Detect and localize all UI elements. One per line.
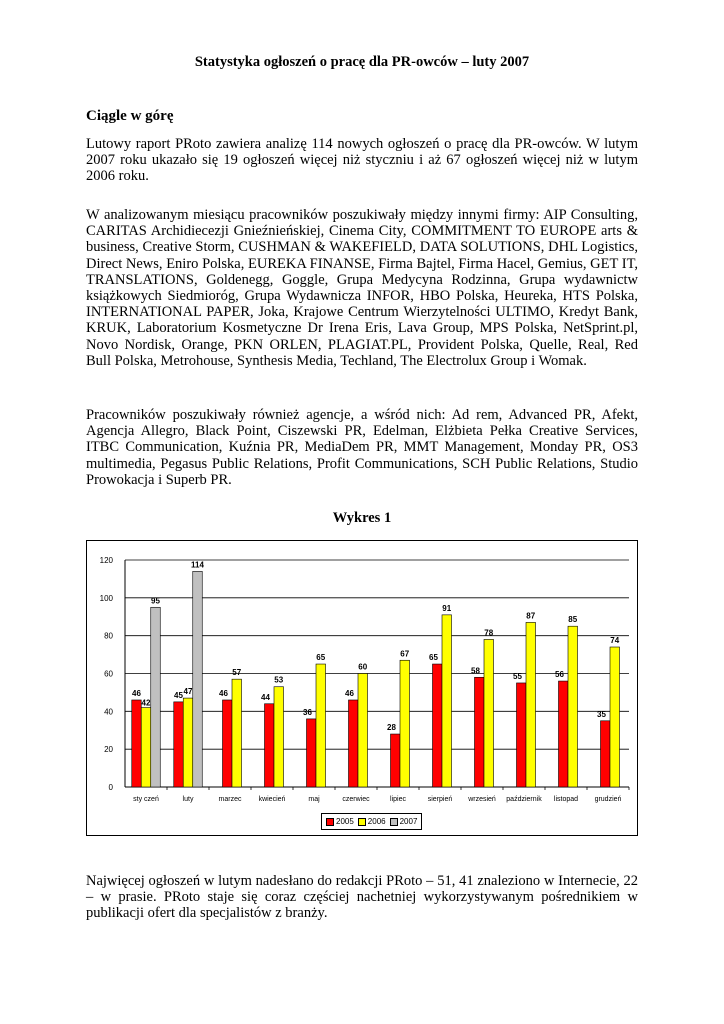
data-label-2005: 58 [471, 666, 480, 676]
data-label-2007: 114 [191, 560, 204, 570]
chart-heading: Wykres 1 [332, 510, 392, 526]
bar-chart-plot [87, 541, 637, 811]
data-label-2006: 65 [316, 653, 326, 663]
bar-2006 [568, 626, 578, 787]
legend-label: 2005 [336, 817, 354, 826]
bar-2005 [559, 681, 569, 787]
summary-paragraph: Najwięcej ogłoszeń w lutym nadesłano do redakcji PRoto – 51, 41 znaleziono w Internecie, 22 – w prasie. PRoto staje się coraz częściej nachetniej wykorzystywanym pośrednikiem w publikacji ofert dla specjalistów z branży. [86, 873, 638, 922]
legend-swatch [390, 818, 398, 826]
y-tick-label: 20 [104, 745, 113, 755]
x-tick-label: grudzień [594, 796, 622, 803]
bar-2006 [141, 708, 151, 787]
y-tick-label: 100 [99, 593, 113, 603]
bar-2006 [610, 647, 620, 787]
bar-2005 [265, 704, 275, 787]
x-tick-label: październik [506, 796, 542, 803]
bar-2006 [484, 639, 494, 787]
data-label-2005: 44 [261, 692, 270, 702]
bar-2006 [400, 660, 410, 787]
y-tick-label: 60 [104, 669, 113, 679]
bar-2005 [601, 721, 611, 787]
x-tick-label: sierpień [427, 796, 453, 803]
x-tick-label: kwiecień [258, 796, 286, 803]
bar-2005 [307, 719, 317, 787]
data-label-2005: 55 [513, 671, 522, 681]
bar-2006 [316, 664, 326, 787]
data-label-2005: 36 [303, 707, 312, 717]
data-label-2006: 57 [232, 668, 242, 678]
data-label-2005: 46 [132, 688, 141, 698]
data-label-2005: 35 [597, 709, 606, 719]
bar-2005 [391, 734, 401, 787]
bar-2006 [274, 687, 284, 787]
document-title: Statystyka ogłoszeń o pracę dla PR-owców – luty 2007 [194, 54, 530, 70]
data-label-2005: 45 [174, 690, 183, 700]
bar-2005 [433, 664, 443, 787]
bar-2006 [358, 674, 368, 788]
companies-paragraph: W analizowanym miesiącu pracowników poszukiwały między innymi firmy: AIP Consulting, CARITAS Archidiecezji Gnieźnieńskiej, Cinema City, COMMITMENT TO EUROPE arts & business, Creative Storm, CUSHMAN & WAKEFIELD, DATA SOLUTIONS, DHL Logistics, Direct News, Eniro Polska, EUREKA FINANSE, Firma Bajtel, Firma Hacel, Gemius, GET IT, TRANSLATIONS, Goldenegg, Goggle, Grupa Medycyna Rodzinna, Grupa wydawnictw książkowych Siedmioróg, Grupa Wydawnicza INFOR, HBO Polska, Heureka, HTS Polska, INTERNATIONAL PAPER, Joka, Krajowe Centrum Wierzytelności ULTIMO, Kredyt Bank, KRUK, Laboratorium Kosmetyczne Dr Irena Eris, Lava Group, MPS Polska, NetSprint.pl, Novo Nordisk, Orange, PKN ORLEN, PLAGIAT.PL, Provident Polska, Quelle, Real, Red Bull Polska, Metrohouse, Synthesis Media, Techland, The Electrolux Group i Womak. [86, 207, 638, 369]
y-tick-label: 0 [108, 783, 113, 792]
bar-2005 [223, 700, 233, 787]
bar-2007 [193, 571, 203, 787]
data-label-2005: 65 [429, 653, 438, 663]
bar-2005 [475, 677, 485, 787]
data-label-2005: 46 [345, 688, 354, 698]
bar-2005 [349, 700, 359, 787]
bar-2005 [132, 700, 142, 787]
x-tick-label: wrzesień [468, 796, 496, 803]
legend-label: 2007 [399, 817, 418, 826]
agencies-paragraph: Pracowników poszukiwały również agencje, a wśród nich: Ad rem, Advanced PR, Afekt, Agencja Allegro, Black Point, Ciszewski PR, Edelman, Elżbieta Pełka Creative Services, ITBC Communication, Kuźnia PR, MediaDem PR, MMT Management, Monday PR, OS3 multimedia, Pegasus Public Relations, Profit Communications, SCH Public Relations, Studio Prowokacja i Superb PR. [86, 407, 638, 488]
y-tick-label: 120 [99, 556, 113, 565]
intro-paragraph: Lutowy raport PRoto zawiera analizę 114 nowych ogłoszeń o pracę dla PR-owców. W lutym 2007 roku ukazało się 19 ogłoszeń więcej niż styczniu i aż 67 ogłoszeń więcej niż w lutym 2006 roku. [86, 136, 638, 185]
data-label-2006: 87 [526, 611, 536, 621]
legend-item-2005 [326, 817, 354, 826]
data-label-2006: 53 [274, 675, 284, 685]
bar-2005 [174, 702, 184, 787]
x-tick-label: listopad [553, 796, 579, 803]
legend-item-2006 [358, 817, 386, 826]
x-tick-label: czerwiec [342, 796, 370, 803]
chart-legend [321, 813, 422, 830]
bar-2005 [517, 683, 527, 787]
data-label-2006: 67 [400, 649, 410, 659]
bar-2006 [442, 615, 452, 787]
bar-2006 [526, 622, 536, 787]
bar-2007 [151, 607, 161, 787]
data-label-2006: 78 [484, 628, 494, 638]
data-label-2005: 46 [219, 688, 228, 698]
data-label-2005: 28 [387, 723, 396, 733]
x-tick-label: marzec [218, 796, 242, 803]
legend-swatch [358, 818, 366, 826]
data-label-2005: 56 [555, 670, 564, 680]
legend-item-2007 [390, 817, 418, 826]
x-tick-label: maj [308, 796, 320, 803]
data-label-2007: 95 [151, 596, 160, 606]
data-label-2006: 74 [610, 636, 620, 646]
y-tick-label: 40 [104, 707, 113, 717]
data-label-2006: 60 [358, 662, 368, 672]
y-tick-label: 80 [104, 631, 113, 641]
data-label-2006: 91 [442, 603, 452, 613]
data-label-2006: 42 [141, 698, 151, 708]
bar-2006 [183, 698, 193, 787]
legend-swatch [326, 818, 334, 826]
legend-label: 2006 [367, 817, 386, 826]
x-tick-label: sty czeń [133, 796, 159, 803]
data-label-2006: 47 [183, 687, 193, 697]
x-tick-label: luty [182, 796, 194, 803]
data-label-2006: 85 [568, 615, 578, 625]
x-tick-label: lipiec [390, 796, 406, 803]
bar-2006 [232, 679, 242, 787]
section-heading: Ciągle w górę [86, 108, 174, 124]
bar-chart [86, 540, 638, 836]
